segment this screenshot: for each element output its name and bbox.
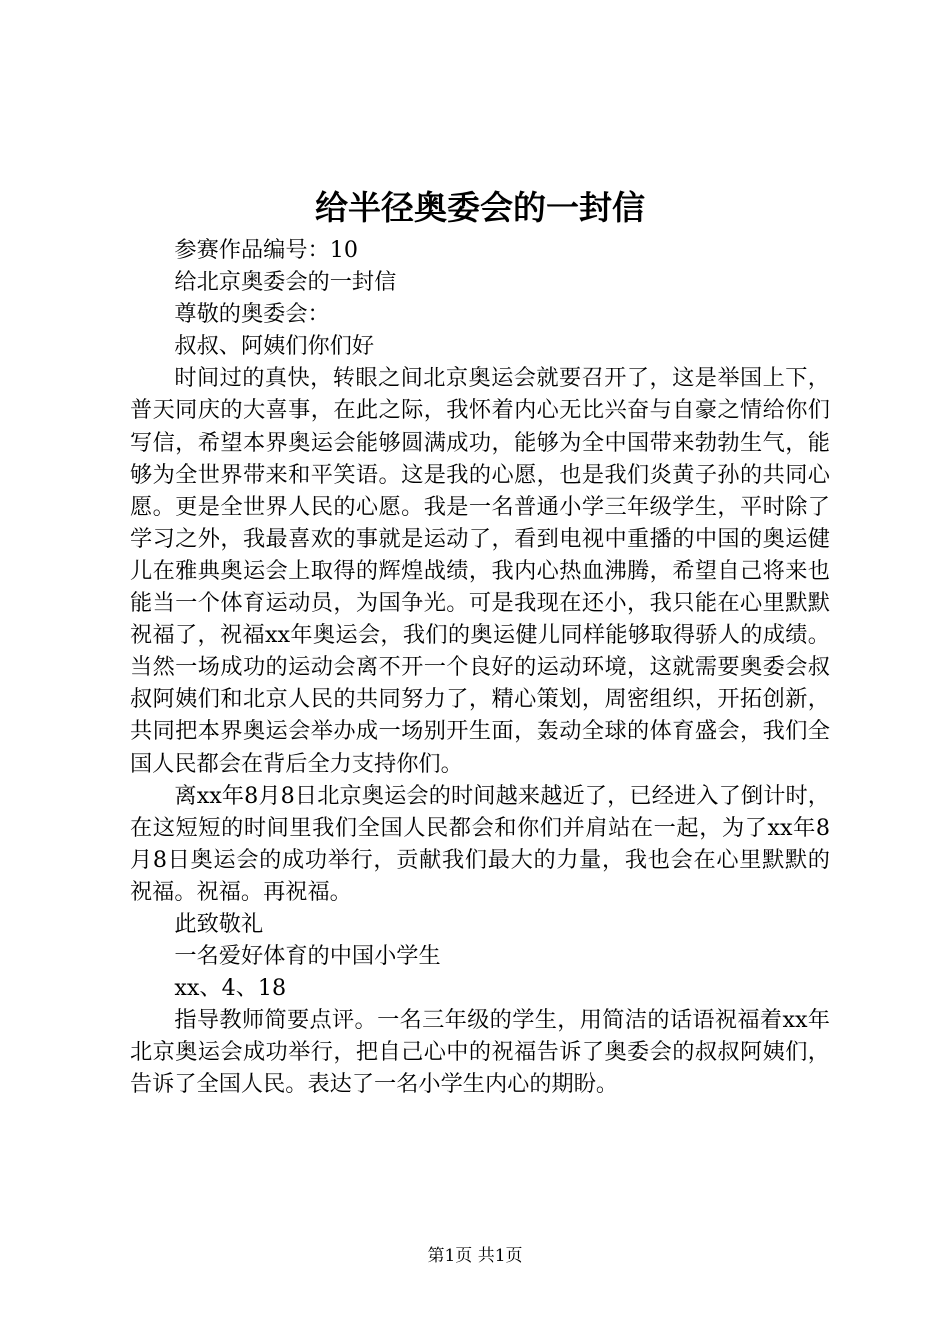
teacher-comment: 指导教师简要点评。一名三年级的学生，用简洁的话语祝福着xx年北京奥运会成功举行，把自己心中的祝福告诉了奥委会的叔叔阿姨们，告诉了全国人民。表达了一名小学生内心的期盼。 — [130, 1007, 830, 1098]
signature: 一名爱好体育的中国小学生 — [174, 943, 441, 970]
salutation: 尊敬的奥委会： — [174, 301, 330, 328]
letter-subtitle: 给北京奥委会的一封信 — [174, 269, 397, 296]
closing: 此致敬礼 — [174, 910, 264, 937]
document-title: 给半径奥委会的一封信 — [315, 188, 645, 227]
date: xx、4、18 — [174, 975, 287, 1002]
entry-number: 参赛作品编号：10 — [174, 237, 358, 263]
page-footer: 第1页 共1页 — [427, 1246, 523, 1266]
greeting: 叔叔、阿姨们你们好 — [174, 333, 375, 360]
document-body — [130, 234, 830, 1101]
body-paragraph-1: 时间过的真快，转眼之间北京奥运会就要召开了，这是举国上下，普天同庆的大喜事，在此之际，我怀着内心无比兴奋与自豪之情给你们写信，希望本界奥运会能够圆满成功，能够为全中国带来勃勃生气，能够为全世界带来和平笑语。这是我的心愿，也是我们炎黄子孙的共同心愿。更是全世界人民的心愿。我是一名普通小学三年级学生，平时除了学习之外，我最喜欢的事就是运动了，看到电视中重播的中国的奥运健儿在雅典奥运会上取得的辉煌战绩，我内心热血沸腾，希望自己将来也能当一个体育运动员，为国争光。可是我现在还小，我只能在心里默默祝福了，祝福xx年奥运会，我们的奥运健儿同样能够取得骄人的成绩。当然一场成功的运动会离不开一个良好的运动环境，这就需要奥委会叔叔阿姨们和北京人民的共同努力了，精心策划，周密组织，开拓创新，共同把本界奥运会举办成一场别开生面，轰动全球的体育盛会，我们全国人民都会在背后全力支持你们。 — [130, 365, 830, 777]
body-paragraph-2: 离xx年8月8日北京奥运会的时间越来越近了，已经进入了倒计时，在这短短的时间里我们全国人民都会和你们并肩站在一起，为了xx年8月8日奥运会的成功举行，贡献我们最大的力量，我也会在心里默默的祝福。祝福。再祝福。 — [130, 782, 830, 905]
